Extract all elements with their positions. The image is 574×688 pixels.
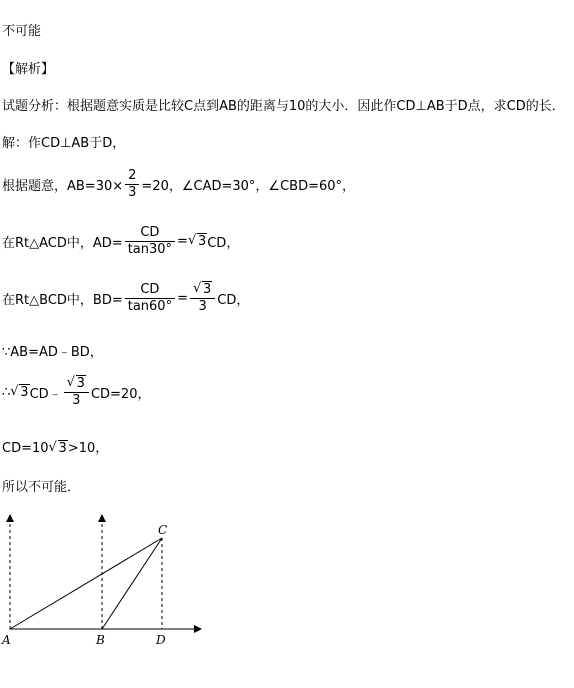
- analysis-text: 试题分析：根据题意实质是比较C点到AB的距离与10的大小．因此作CD⊥AB于D点，求CD的长．: [2, 99, 565, 114]
- step-ab-length: [2, 168, 355, 201]
- step5-prefix: ∴: [2, 385, 11, 400]
- solution-intro: 解：作CD⊥AB于D，: [2, 136, 126, 151]
- step2-equals: =: [177, 234, 188, 249]
- point-label-a: A: [2, 633, 11, 647]
- step5-suffix: CD=20，: [90, 387, 151, 402]
- step2-suffix: CD，: [207, 236, 240, 251]
- sqrt-3: √ 3: [10, 384, 29, 400]
- fraction-sqrt3-over-3: √ 3 3: [190, 282, 215, 315]
- point-label-c: C: [158, 523, 168, 537]
- step5-middle: CD﹣: [29, 387, 62, 402]
- fraction-cd-tan30: $\frac{CD}{\tan 30^\circ}$: [125, 225, 175, 258]
- segment-bc: [102, 538, 162, 629]
- fraction-two-thirds: $\frac{2}{3}$: [125, 168, 139, 201]
- step-equation: [2, 376, 150, 409]
- analysis-heading: 【解析】: [2, 62, 55, 77]
- step6-prefix: CD=10: [2, 441, 49, 456]
- step-cd-result: [2, 437, 108, 456]
- step6-suffix: >10，: [67, 441, 109, 456]
- segment-ac: [10, 538, 162, 629]
- step-bd: [2, 282, 249, 315]
- fraction-sqrt3-over-3: √ 3 3: [64, 376, 89, 409]
- geometry-diagram: [0, 510, 220, 660]
- step2-prefix: 在Rt△ACD中，AD=: [2, 236, 123, 251]
- step-ab-relation: ∵AB=AD﹣BD，: [2, 345, 103, 360]
- sqrt-3: √ 3: [187, 233, 207, 249]
- step1-suffix: =20，∠CAD=30°，∠CBD=60°，: [141, 179, 356, 194]
- sqrt-3: √ 3: [48, 440, 67, 456]
- step3-suffix: CD，: [217, 293, 250, 308]
- point-label-b: B: [96, 633, 105, 647]
- fraction-cd-tan60: $\frac{CD}{\tan 60^\circ}$: [125, 282, 175, 315]
- step3-prefix: 在Rt△BCD中，BD=: [2, 293, 123, 308]
- step-ad: [2, 225, 239, 258]
- conclusion-text: 所以不可能．: [2, 480, 81, 495]
- point-label-d: D: [156, 633, 166, 647]
- step3-equals: =: [177, 291, 188, 306]
- answer-text: 不可能: [2, 24, 42, 39]
- step1-prefix: 根据题意，AB=30×: [2, 179, 124, 194]
